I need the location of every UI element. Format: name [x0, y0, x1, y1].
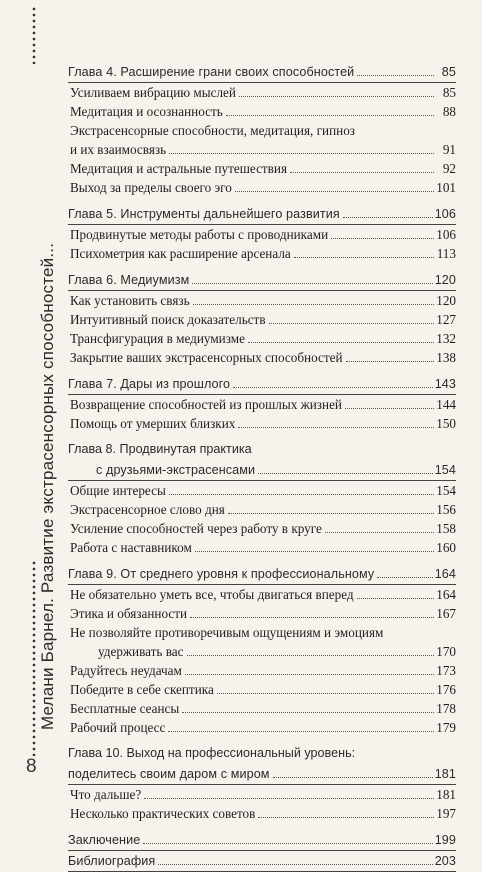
entry-title: Выход за пределы своего эго	[70, 180, 232, 195]
dot-leader	[331, 238, 434, 239]
toc-entry[interactable]	[68, 680, 456, 699]
toc-entry[interactable]	[68, 661, 456, 680]
entry-page: 173	[436, 663, 456, 678]
chapter-title: Глава 7. Дары из прошлого	[68, 377, 231, 391]
toc-entry[interactable]	[68, 310, 456, 329]
chapter-title-continued: с друзьями-экстрасенсами	[96, 463, 256, 477]
dot-leader	[258, 473, 433, 474]
toc-entry[interactable]	[68, 159, 456, 178]
entry-page: 179	[436, 720, 456, 735]
entry-page: 178	[436, 701, 456, 716]
dot-leader	[169, 153, 434, 154]
entry-page: 88	[442, 104, 456, 119]
dot-leader	[228, 513, 434, 514]
entry-page: 181	[436, 787, 456, 802]
toc-entry[interactable]	[68, 291, 456, 310]
dot-leader	[169, 494, 434, 495]
toc-entry[interactable]	[68, 225, 456, 244]
entry-title-continued: удерживать вас	[98, 644, 184, 659]
entry-title: Усиление способностей через работу в круге	[70, 521, 322, 536]
chapter-8-heading[interactable]	[68, 460, 456, 481]
chapter-title-continued: поделитесь своим даром с миром	[68, 767, 270, 781]
toc-entry[interactable]	[68, 519, 456, 538]
dot-leader	[187, 655, 435, 656]
dot-leader	[290, 172, 434, 173]
chapter-6-heading[interactable]	[68, 270, 456, 291]
dot-leader	[143, 843, 432, 844]
entry-title: Интуитивный поиск доказательств	[70, 312, 266, 327]
entry-title: Медитация и астральные путешествия	[70, 161, 288, 176]
entry-title: Рабочий процесс	[70, 720, 166, 735]
section-page: 203	[434, 854, 456, 868]
entry-page: 156	[436, 502, 456, 517]
dot-leader	[158, 864, 432, 865]
spine	[0, 0, 57, 800]
entry-page: 92	[442, 161, 456, 176]
toc-entry[interactable]	[68, 178, 456, 197]
entry-title: Медитация и осознанность	[70, 104, 223, 119]
entry-title: Бесплатные сеансы	[70, 701, 180, 716]
entry-page: 138	[436, 350, 456, 365]
chapter-10-heading[interactable]	[68, 764, 456, 785]
entry-title: Не обязательно уметь все, чтобы двигаться вперед	[70, 587, 354, 602]
dot-leader	[357, 598, 434, 599]
section-page: 199	[434, 833, 456, 847]
entry-page: 113	[436, 246, 456, 261]
chapter-page: 120	[434, 273, 456, 287]
entry-page: 160	[436, 540, 456, 555]
chapter-5-heading[interactable]	[68, 204, 456, 225]
entry-page: 164	[436, 587, 456, 602]
toc-entry[interactable]	[68, 329, 456, 348]
entry-title: Победите в себе скептика	[70, 682, 214, 697]
conclusion-heading[interactable]	[68, 830, 456, 851]
chapter-page: 85	[441, 65, 456, 79]
dot-leader	[346, 361, 434, 362]
entry-page: 127	[436, 312, 456, 327]
section-title: Заключение	[68, 833, 141, 847]
entry-page: 150	[436, 416, 456, 431]
chapter-title: Глава 5. Инструменты дальнейшего развития	[68, 207, 340, 221]
dot-leader	[325, 532, 434, 533]
entry-title: Общие интересы	[70, 483, 166, 498]
entry-title: Экстрасенсорное слово дня	[70, 502, 225, 517]
chapter-4-heading[interactable]	[68, 62, 456, 83]
toc-entry[interactable]	[68, 718, 456, 737]
section-title: Библиография	[68, 854, 156, 868]
entry-title-continued: и их взаимосвязь	[70, 142, 167, 157]
entry-title: Этика и обязанности	[70, 606, 188, 621]
toc-entry[interactable]	[68, 500, 456, 519]
dot-leader	[144, 798, 434, 799]
entry-page: 158	[436, 521, 456, 536]
entry-page: 85	[442, 85, 456, 100]
entry-title-line[interactable]: Экстрасенсорные способности, медитация, гипноз	[70, 123, 356, 138]
dot-leader	[343, 217, 433, 218]
toc-entry[interactable]	[68, 414, 456, 433]
entry-title: Несколько практических советов	[70, 806, 256, 821]
entry-page: 167	[436, 606, 456, 621]
dot-leader	[182, 712, 434, 713]
dot-leader	[233, 387, 433, 388]
toc-entry[interactable]	[68, 785, 456, 804]
spine-running-head: Мелани Барнел. Развитие экстрасенсорных способностей...	[38, 242, 57, 730]
chapter-title: Глава 9. От среднего уровня к профессиональному	[68, 567, 375, 581]
page-number: 8	[26, 756, 37, 777]
entry-title: Закрытие ваших экстрасенсорных способностей	[70, 350, 343, 365]
dot-leader	[185, 674, 434, 675]
dot-leader	[377, 577, 432, 578]
dot-leader	[273, 777, 433, 778]
chapter-title: Глава 4. Расширение грани своих способностей	[68, 65, 355, 79]
chapter-page: 106	[434, 207, 456, 221]
dot-leader	[269, 323, 434, 324]
dot-leader	[239, 96, 434, 97]
toc-entry[interactable]	[68, 804, 456, 823]
entry-title: Возвращение способностей из прошлых жизней	[70, 397, 342, 412]
entry-page: 101	[436, 180, 456, 195]
dot-leader	[294, 257, 434, 258]
dot-leader	[235, 191, 434, 192]
entry-page: 120	[436, 293, 456, 308]
toc-entry[interactable]	[68, 102, 456, 121]
toc-entry[interactable]	[68, 244, 456, 263]
entry-page: 170	[436, 644, 456, 659]
chapter-page: 181	[434, 767, 456, 781]
entry-title: Что дальше?	[70, 787, 142, 802]
toc-entry[interactable]	[68, 140, 456, 159]
entry-page: 197	[436, 806, 456, 821]
entry-title: Усиливаем вибрацию мыслей	[70, 85, 236, 100]
entry-page: 91	[442, 142, 456, 157]
chapter-9-heading[interactable]	[68, 564, 456, 585]
dot-leader	[357, 75, 434, 76]
entry-title: Продвинутые методы работы с проводниками	[70, 227, 329, 242]
entry-title: Как установить связь	[70, 293, 190, 308]
dot-leader	[258, 817, 434, 818]
dot-leader	[217, 693, 434, 694]
entry-page: 154	[436, 483, 456, 498]
bibliography-heading[interactable]	[68, 851, 456, 872]
entry-title: Психометрия как расширение арсенала	[70, 246, 291, 261]
entry-title: Радуйтесь неудачам	[70, 663, 182, 678]
spine-dots-top	[32, 6, 36, 64]
dot-leader	[190, 617, 434, 618]
entry-page: 132	[436, 331, 456, 346]
entry-title: Трансфигурация в медиумизме	[70, 331, 245, 346]
chapter-10-title-line[interactable]: Глава 10. Выход на профессиональный уровень:	[68, 746, 356, 760]
chapter-title: Глава 6. Медиумизм	[68, 273, 190, 287]
dot-leader	[192, 283, 432, 284]
dot-leader	[248, 342, 434, 343]
toc-entry[interactable]	[68, 83, 456, 102]
toc-entry[interactable]	[68, 585, 456, 604]
toc-entry[interactable]	[68, 348, 456, 367]
entry-title: Работа с наставником	[70, 540, 192, 555]
entry-title-line[interactable]: Не позволяйте противоречивым ощущениям и эмоциям	[70, 625, 384, 640]
dot-leader	[238, 427, 434, 428]
chapter-page: 143	[434, 377, 456, 391]
entry-page: 144	[436, 397, 456, 412]
chapter-8-title-line[interactable]: Глава 8. Продвинутая практика	[68, 442, 252, 456]
dot-leader	[226, 115, 434, 116]
chapter-7-heading[interactable]	[68, 374, 456, 395]
toc-entry[interactable]	[68, 481, 456, 500]
toc-entry[interactable]	[68, 699, 456, 718]
chapter-page: 154	[434, 463, 456, 477]
dot-leader	[193, 304, 434, 305]
entry-page: 106	[436, 227, 456, 242]
chapter-page: 164	[434, 567, 456, 581]
toc-entry[interactable]	[68, 395, 456, 414]
entry-title: Помощь от умерших близких	[70, 416, 236, 431]
table-of-contents	[68, 62, 456, 872]
dot-leader	[345, 408, 434, 409]
dot-leader	[168, 731, 434, 732]
toc-entry[interactable]	[68, 604, 456, 623]
entry-page: 176	[436, 682, 456, 697]
toc-entry[interactable]	[68, 538, 456, 557]
dot-leader	[195, 551, 434, 552]
spine-dots-bottom	[32, 560, 36, 756]
toc-entry[interactable]	[68, 642, 456, 661]
